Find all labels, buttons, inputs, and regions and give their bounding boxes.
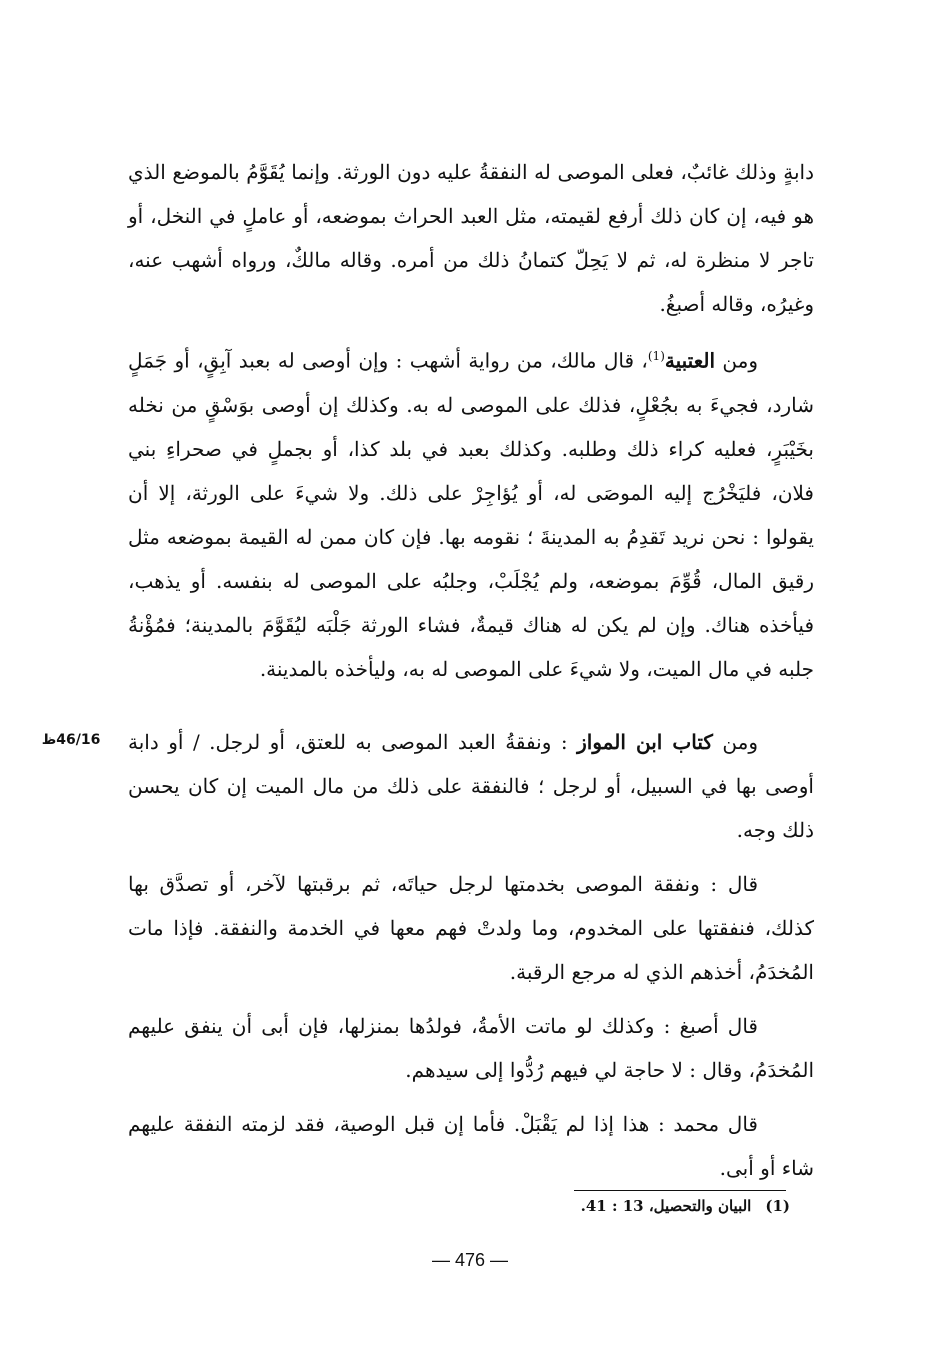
paragraph-5 — [128, 1004, 814, 1092]
paragraph-lead: ومن — [715, 348, 759, 373]
footnote — [500, 1193, 790, 1219]
footnote-text: البيان والتحصيل، 13 : 41. — [580, 1197, 752, 1215]
paragraph-text: قال أصبغ : وكذلك لو ماتت الأمةُ، فولدُها بمنزلها، فإن أبى أن ينفق عليهم المُخدَمُ، وقال : لا حاجة لي فيهم رُدُّوا إلى سيدهم. — [128, 1014, 814, 1082]
paragraph-body: ، قال مالك، من رواية أشهب : وإن أوصى له بعبد آبِقٍ، أو جَمَلٍ شارد، فجيءَ به بجُعْلٍ، فذلك على الموصى له به. وكذلك إن أوصى بوَسْقٍ من نخله بخَيْبَرٍ، فعليه كراء ذلك وطلبه. وكذلك بعبد في بلد كذا، أو بجملٍ في صحراءِ بني فلان، فليَخْرُج إليه الموصَى له، أو يُؤاجِرْ على ذلك. ولا شيءَ على الورثة، إلا أن يقولوا : نحن نريد تَقدِمُ به المدينةَ ؛ نقومه بها. فإن كان ممن له القيمة بموضعه مثل رقيق المال، قُوِّمَ بموضعه، ولم يُجْلَبْ، وجلبُه على الموصى له بنفسه. أو يذهب، فيأخذه هناك. وإن لم يكن له هناك قيمةٌ، فشاء الورثة جَلْبَه ليُقَوَّمَ بالمدينة؛ فمُؤْنةُ جلبه في مال الميت، ولا شيءَ على الموصى له به، وليأخذه بالمدينة. — [128, 348, 815, 681]
paragraph-1 — [128, 150, 814, 326]
footnote-number: (1) — [765, 1197, 790, 1215]
paragraph-text — [128, 334, 814, 691]
paragraph-4 — [128, 862, 814, 994]
footnote-reference: (1) — [647, 349, 665, 363]
footnote-divider — [574, 1190, 786, 1191]
page-number: — 476 — — [431, 1250, 509, 1270]
paragraph-2 — [128, 334, 814, 691]
folio-margin-note: 46/16ظ — [41, 732, 101, 748]
source-title-ibn-al-mawaz: كتاب ابن المواز — [577, 730, 713, 754]
paragraph-text: دابةٍ وذلك غائبٌ، فعلى الموصى له النفقةُ عليه دون الورثة. وإنما يُقَوَّمُ بالموضع الذي هو فيه، إن كان ذلك أرفع لقيمته، مثل العبد الحراث بموضعه، أو عاملٍ في النخل، أو تاجر لا منظرة له، ثم لا يَحِلّ كتمانُ ذلك من أمره. وقاله مالكٌ، ورواه أشهب عنه، وغيرُه، وقاله أصبغُ. — [128, 160, 815, 316]
paragraph-body: : ونفقةُ العبد الموصى به للعتق، أو لرجل. / أو دابة أوصى بها في السبيل، أو لرجل ؛ فالنفقة على ذلك من مال الميت إن كان يحسن ذلك وجه. — [128, 730, 814, 842]
paragraph-3 — [128, 720, 814, 852]
paragraph-text: قال محمد : هذا إذا لم يَقْبَلْ. فأما إن قبل الوصية، فقد لزمته النفقة عليهم شاء أو أبى. — [128, 1112, 814, 1180]
paragraph-6 — [128, 1102, 814, 1190]
paragraph-lead: ومن — [712, 730, 759, 754]
paragraph-text — [128, 720, 814, 852]
paragraph-text: قال : ونفقة الموصى بخدمتها لرجل حياتَه، ثم برقبتها لآخر، أو تصدَّق بها كذلك، فنفقتها على المخدوم، وما ولدتْ فهم معها في الخدمة والنفقة. فإذا مات المُخدَمُ، أخذهم الذي له مرجع الرقبة. — [128, 872, 814, 984]
source-title-atabiyya: العتبية — [664, 348, 716, 373]
